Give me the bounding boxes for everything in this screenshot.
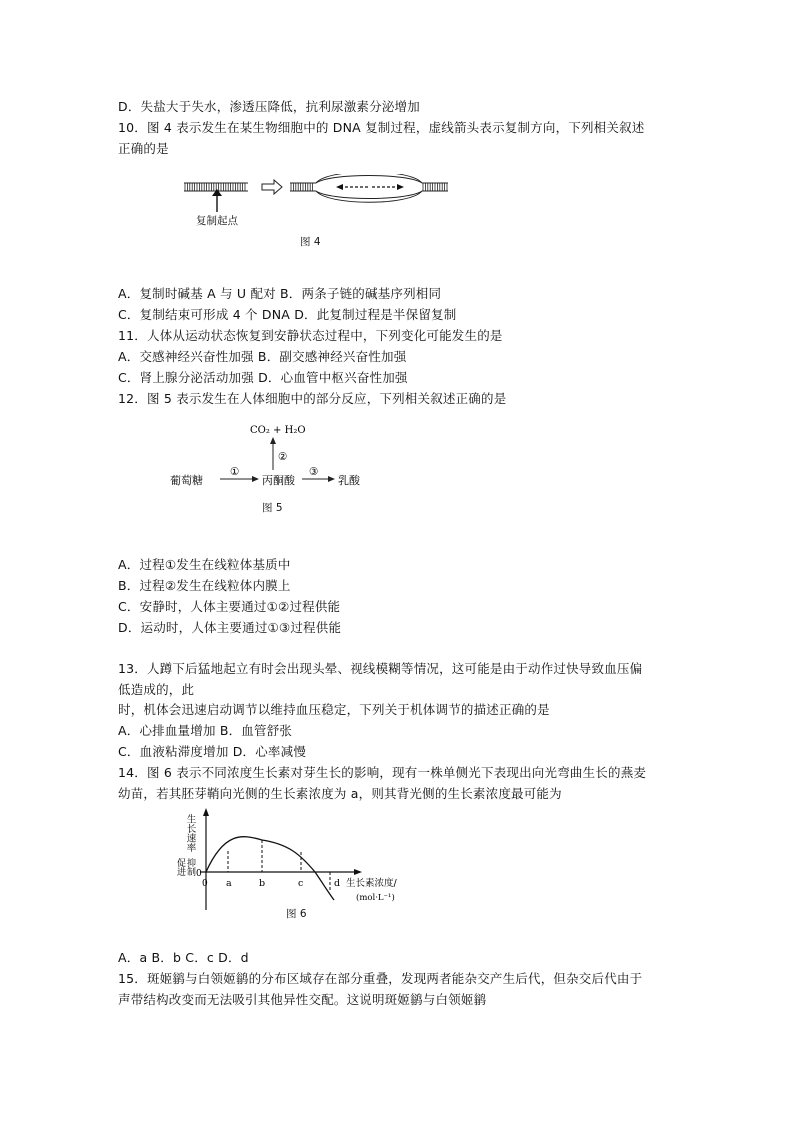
q12-stem: 12．图 5 表示发生在人体细胞中的部分反应，下列相关叙述正确的是 bbox=[118, 391, 507, 406]
y-zero-label: 0 bbox=[196, 869, 202, 879]
q13-stem-2: 低造成的，此 bbox=[118, 682, 195, 697]
q11-options-cd: C．肾上腺分泌活动加强 D．心血管中枢兴奋性加强 bbox=[118, 370, 408, 385]
products-label: CO₂ + H₂O bbox=[250, 425, 306, 436]
step-3-label: ③ bbox=[309, 466, 319, 478]
q14-stem-2: 幼苗，若其胚芽鞘向光侧的生长素浓度为 a，则其背光侧的生长素浓度最可能为 bbox=[118, 786, 562, 801]
x-axis-unit: (mol·L⁻¹) bbox=[356, 893, 395, 903]
glucose-label: 葡萄糖 bbox=[170, 474, 203, 487]
q14-stem-1: 14．图 6 表示不同浓度生长素对芽生长的影响，现有一株单侧光下表现出向光弯曲生长的燕麦 bbox=[118, 765, 647, 780]
q10-options-ab: A．复制时碱基 A 与 U 配对 B．两条子链的碱基序列相同 bbox=[118, 286, 442, 301]
q11-stem: 11．人体从运动状态恢复到安静状态过程中，下列变化可能发生的是 bbox=[118, 328, 503, 343]
y-axis-label: 生长速率 bbox=[184, 814, 196, 852]
x-axis-label: 生长素浓度/ bbox=[346, 878, 397, 889]
q13-stem-1: 13．人蹲下后猛地起立有时会出现头晕、视线模糊等情况，这可能是由于动作过快导致血压偏 bbox=[118, 661, 643, 676]
y-inhibit-label: 抑制 bbox=[185, 858, 195, 876]
origin-label: 0 bbox=[202, 879, 208, 889]
y-promote-label: 促进 bbox=[175, 858, 185, 876]
pyruvate-label: 丙酮酸 bbox=[262, 474, 295, 487]
q10-stem-1: 10．图 4 表示发生在某生物细胞中的 DNA 复制过程，虚线箭头表示复制方向，下列相关叙述 bbox=[118, 120, 645, 135]
q15-stem-2: 声带结构改变而无法吸引其他异性交配。这说明斑姬鹟与白领姬鹟 bbox=[118, 992, 487, 1007]
q13-stem-3: 时，机体会迅速启动调节以维持血压稳定，下列关于机体调节的描述正确的是 bbox=[118, 702, 550, 717]
replication-origin-label: 复制起点 bbox=[196, 215, 238, 227]
tick-c: c bbox=[298, 878, 304, 889]
tick-a: a bbox=[226, 878, 232, 889]
figure-4-caption: 图 4 bbox=[300, 236, 321, 248]
q12-option-d: D．运动时，人体主要通过①③过程供能 bbox=[118, 620, 342, 635]
q13-options-cd: C．血液粘滞度增加 D．心率减慢 bbox=[118, 744, 307, 759]
figure-5-caption: 图 5 bbox=[262, 502, 283, 514]
q10-stem-2: 正确的是 bbox=[118, 141, 169, 156]
q9-option-d: D．失盐大于失水，渗透压降低，抗利尿激素分泌增加 bbox=[118, 99, 420, 114]
step-1-label: ① bbox=[230, 466, 240, 478]
q13-options-ab: A．心排血量增加 B．血管舒张 bbox=[118, 723, 293, 738]
lactate-label: 乳酸 bbox=[338, 474, 360, 487]
q14-options: A．a B．b C．c D．d bbox=[118, 950, 249, 965]
tick-b: b bbox=[259, 878, 266, 889]
q10-options-cd: C．复制结束可形成 4 个 DNA D．此复制过程是半保留复制 bbox=[118, 307, 457, 322]
step-2-label: ② bbox=[278, 451, 288, 463]
figure-6-caption: 图 6 bbox=[286, 908, 307, 920]
q15-stem-1: 15．斑姬鹟与白领姬鹟的分布区域存在部分重叠，发现两者能杂交产生后代，但杂交后代由于 bbox=[118, 971, 643, 986]
tick-d: d bbox=[334, 878, 341, 889]
q11-options-ab: A．交感神经兴奋性加强 B．副交感神经兴奋性加强 bbox=[118, 349, 407, 364]
figure-5-pathway bbox=[170, 418, 380, 494]
q12-option-b: B．过程②发生在线粒体内膜上 bbox=[118, 578, 291, 593]
q12-option-a: A．过程①发生在线粒体基质中 bbox=[118, 557, 291, 572]
q12-option-c: C．安静时，人体主要通过①②过程供能 bbox=[118, 599, 341, 614]
